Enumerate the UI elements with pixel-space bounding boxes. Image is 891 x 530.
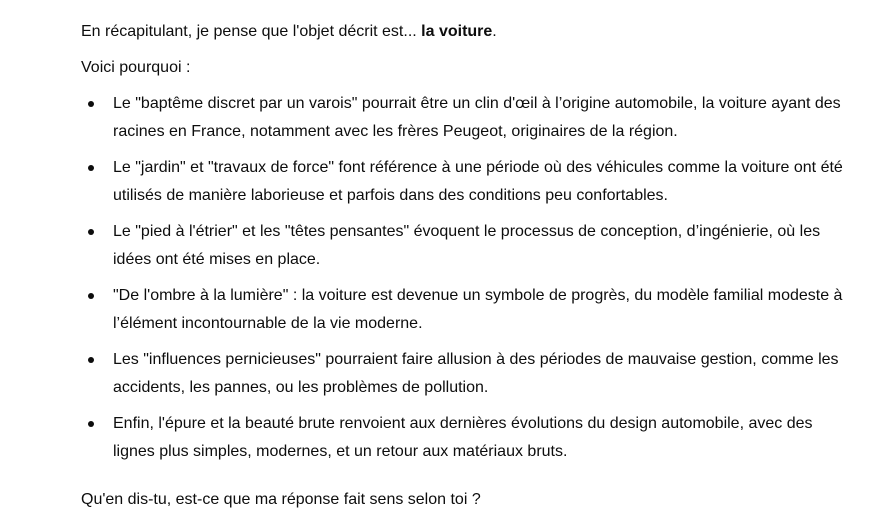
bullet-dot-icon <box>88 357 94 363</box>
bullet-dot-icon <box>88 229 94 235</box>
list-item <box>81 218 851 274</box>
answer-highlight: la voiture <box>421 23 493 40</box>
list-item <box>81 410 851 466</box>
closing-question: Qu'en dis-tu, est-ce que ma réponse fait sens selon toi ? <box>81 491 481 508</box>
list-item-text: Enfin, l'épure et la beauté brute renvoient aux dernières évolutions du design automobile, avec des lignes plus simples, modernes, et un retour aux matériaux bruts. <box>113 415 813 460</box>
intro-paragraph <box>81 18 851 46</box>
bullet-dot-icon <box>88 293 94 299</box>
list-item-text: "De l'ombre à la lumière" : la voiture est devenue un symbole de progrès, du modèle familial modeste à l’élément incontournable de la vie moderne. <box>113 287 843 332</box>
intro-text: En récapitulant, je pense que l'objet décrit est... <box>81 23 422 40</box>
list-item-text: Le "jardin" et "travaux de force" font référence à une période où des véhicules comme la voiture ont été utilisés de manière laborieuse et parfois dans des conditions peu confortables. <box>113 159 843 204</box>
list-item-text: Le "baptême discret par un varois" pourrait être un clin d'œil à l’origine automobile, la voiture ayant des racines en France, notamment avec les frères Peugeot, originaires de la région. <box>113 95 841 140</box>
lead-paragraph: Voici pourquoi : <box>81 59 191 76</box>
list-item-text: Le "pied à l'étrier" et les "têtes pensantes" évoquent le processus de conception, d’ingénierie, où les idées ont été mises en place. <box>113 223 821 268</box>
intro-suffix: . <box>492 23 497 40</box>
list-item <box>81 346 851 402</box>
bullet-dot-icon <box>88 101 94 107</box>
list-item-text: Les "influences pernicieuses" pourraient faire allusion à des périodes de mauvaise gestion, comme les accidents, les pannes, ou les problèmes de pollution. <box>113 351 839 396</box>
reasons-list <box>81 90 851 466</box>
list-item <box>81 90 851 146</box>
list-item <box>81 282 851 338</box>
bullet-dot-icon <box>88 165 94 171</box>
bullet-dot-icon <box>88 421 94 427</box>
list-item <box>81 154 851 210</box>
